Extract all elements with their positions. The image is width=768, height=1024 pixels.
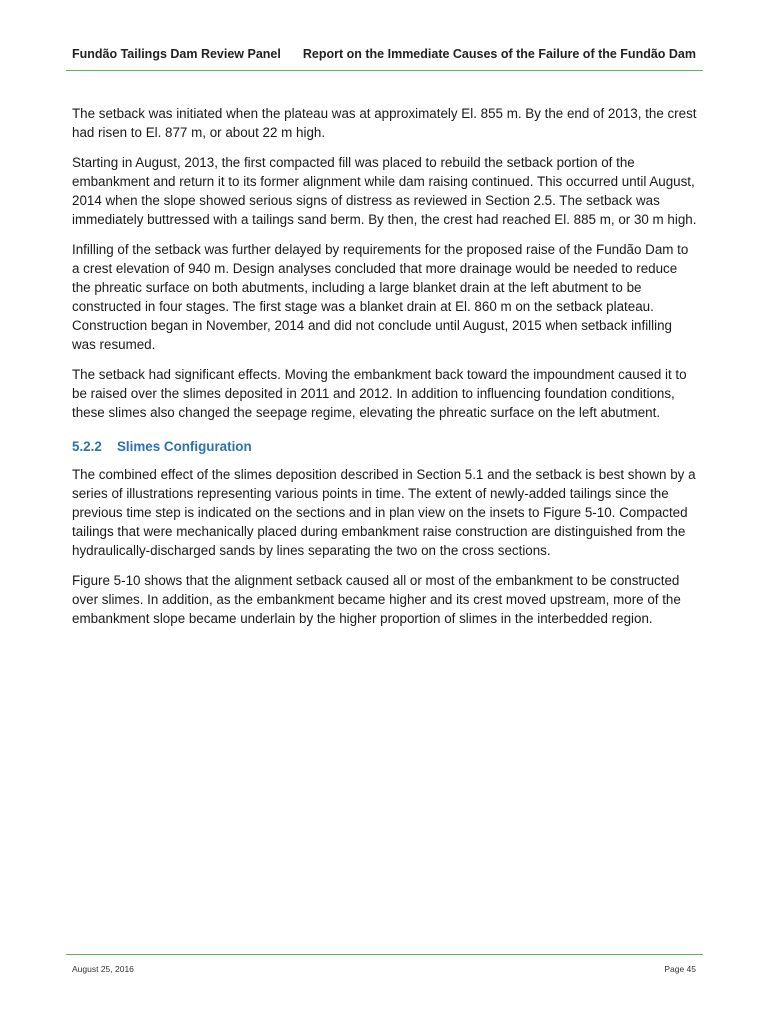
page-footer: [72, 964, 696, 974]
paragraph: Starting in August, 2013, the first compacted fill was placed to rebuild the setback portion of the embankment and return it to its former alignment while dam raising continued. This occurred until August, 2014 when the slope showed serious signs of distress as reviewed in Section 2.5. The setback was immediately buttressed with a tailings sand berm. By then, the crest had reached El. 885 m, or 30 m high.: [72, 155, 697, 227]
footer-rule: [66, 954, 703, 955]
footer-date: August 25, 2016: [72, 964, 134, 974]
page-header: [72, 47, 696, 69]
section-title: Slimes Configuration: [117, 439, 252, 454]
paragraph: The setback had significant effects. Moving the embankment back toward the impoundment caused it to be raised over the slimes deposited in 2011 and 2012. In addition to influencing foundation conditions, these slimes also changed the seepage regime, elevating the phreatic surface on the left abutment.: [72, 367, 687, 420]
page-number: Page 45: [664, 964, 696, 974]
paragraph: Figure 5-10 shows that the alignment setback caused all or most of the embankment to be constructed over slimes. In addition, as the embankment became higher and its crest moved upstream, more of the embankment slope became underlain by the higher proportion of slimes in the interbedded region.: [72, 573, 681, 626]
paragraph: The combined effect of the slimes deposition described in Section 5.1 and the setback is best shown by a series of illustrations representing various points in time. The extent of newly-added tailings since the previous time step is indicated on the sections and in plan view on the insets to Figure 5-10. Compacted tailings that were mechanically placed during embankment raise construction are distinguished from the hydraulically-discharged sands by lines separating the two on the cross sections.: [72, 467, 696, 558]
header-right-title: Report on the Immediate Causes of the Failure of the Fundão Dam: [302, 47, 696, 61]
section-number: 5.2.2: [72, 439, 102, 454]
document-body: [72, 104, 698, 639]
header-left-title: Fundão Tailings Dam Review Panel: [72, 47, 281, 61]
header-rule: [66, 70, 703, 71]
section-heading: [72, 437, 698, 456]
paragraph: The setback was initiated when the plateau was at approximately El. 855 m. By the end of 2013, the crest had risen to El. 877 m, or about 22 m high.: [72, 106, 697, 140]
paragraph: Infilling of the setback was further delayed by requirements for the proposed raise of the Fundão Dam to a crest elevation of 940 m. Design analyses concluded that more drainage would be needed to reduce the phreatic surface on both abutments, including a large blanket drain at the left abutment to be constructed in four stages. The first stage was a blanket drain at El. 860 m on the setback plateau. Construction began in November, 2014 and did not conclude until August, 2015 when setback infilling was resumed.: [72, 242, 689, 352]
